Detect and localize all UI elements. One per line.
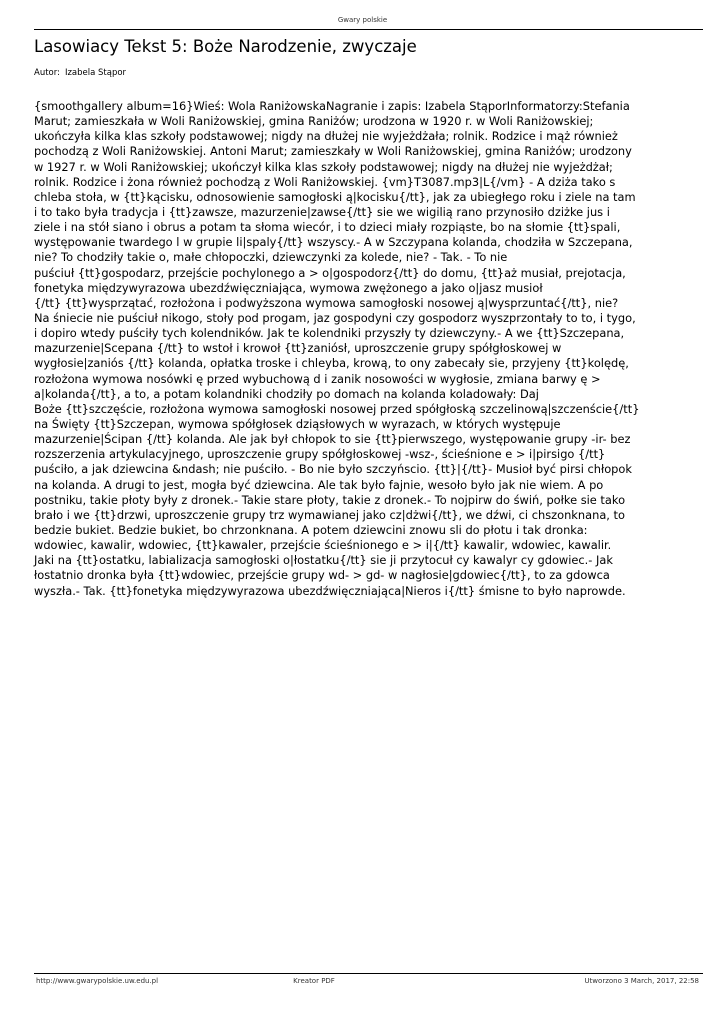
body-text-line: wygłosie|zaniós {/tt} kolanda, opłatka troske i chleyba, krową, to ony zabecały sie, przyjeny {tt}kolędę, bbox=[34, 356, 629, 371]
body-text-line: a|kolanda{/tt}, a to, a potam kolandniki chodziły po domach na kolanda koladowały: Daj bbox=[34, 386, 539, 401]
body-text-line: rozszerzenia artykulacyjnego, uproszczenie grupy spółgłoskowej -wsz-, ścieśnione e > i|pirsigo {/tt} bbox=[34, 447, 606, 462]
body-text-line: rozłożona wymowa nosówki ę przed wybuchową d i zanik nosowości w wygłosie, zmiana barwy ę > bbox=[34, 371, 601, 386]
body-text-line: łostatnio dronka była {tt}wdowiec, przejście grupy wd- > gd- w nagłosie|gdowiec{/tt}, to za gdowca bbox=[34, 568, 610, 583]
body-text-line: Na śniecie nie puściuł nikogo, stoły pod progam, jaz gospodyni czy gospodorz wyszprzontały to to, i tygo, bbox=[34, 310, 636, 325]
body-text-line: nie? To chodziły takie o, małe chłopoczki, dziewczynki za kolede, nie? - Tak. - To nie bbox=[34, 250, 508, 265]
body-text-line: wdowiec, kawalir, wdowiec, {tt}kawaler, przejście ścieśnionego e > i|{/tt} kawalir, wdowiec, kawalir. bbox=[34, 538, 612, 553]
body-text-line: fonetyka międzywyrazowa ubezdźwięczniająca, wymowa zwężonego a jako o|jasz musioł bbox=[34, 280, 543, 295]
header-divider bbox=[34, 29, 703, 30]
body-text-line: mazurzenie|Ścipan {/tt} kolanda. Ale jak był chłopok to sie {tt}pierwszego, występowanie grupy -ir- bez bbox=[34, 432, 631, 447]
body-text-line: mazurzenie|Scepana {/tt} to wstoł i krowoł {tt}zaniósł, uproszczenie grupy spółgłoskowej w bbox=[34, 341, 562, 356]
footer-created-date: Utworzono 3 March, 2017, 22:58 bbox=[584, 977, 699, 985]
body-text-line: puściuł {tt}gospodarz, przejście pochylonego a > o|gospodorz{/tt} do domu, {tt}aż musiał, prejotacja, bbox=[34, 265, 626, 280]
body-text-line: {/tt} {tt}wysprzątać, rozłożona i podwyższona wymowa samogłoski nosowej ą|wysprzuntać{/tt}, nie? bbox=[34, 295, 619, 310]
body-text-line: ziele i na stół siano i obrus a potam ta słoma wiecór, i to dzieci miały rozpiąste, bo na słomie {tt}spali, bbox=[34, 220, 621, 235]
footer-generator: Kreator PDF bbox=[293, 977, 335, 985]
body-text-line: rolnik. Rodzice i żona również pochodzą z Woli Raniżowskiej. {vm}T3087.mp3|L{/vm} - A dziża tako s bbox=[34, 174, 616, 189]
body-text-line: bedzie bukiet. Bedzie bukiet, bo chrzonknana. A potem dziewcini znowu sli do płotu i tak dronka: bbox=[34, 522, 588, 537]
author-name: Izabela Stąpor bbox=[64, 68, 127, 78]
body-text-line: ukończyła kilka klas szkoły podstawowej; nigdy na dłużej nie wyjeżdżała; rolnik. Rodzice i mąż również bbox=[34, 129, 618, 144]
body-text-line: w 1927 r. w Woli Raniżowskiej; ukończył kilka klas szkoły podstawowej; nigdy na dłużej nie wyjeżdżał; bbox=[34, 159, 613, 174]
body-text-line: i to tako była tradycja i {tt}zawsze, mazurzenie|zawse{/tt} sie we wigilią rano przynosiło dziżke jus i bbox=[34, 204, 610, 219]
body-text-line: Jaki na {tt}ostatku, labializacja samogłoski o|łostatku{/tt} sie ji przytocuł cy kawalyr cy gdowiec.- Jak bbox=[34, 553, 613, 568]
author-label: Autor: bbox=[34, 68, 60, 78]
body-text-line: chleba stoła, w {tt}kącisku, odnosowienie samogłoski ą|kocisku{/tt}, jak za ubiegłego roku i ziele na tam bbox=[34, 189, 636, 204]
footer-divider bbox=[34, 973, 703, 974]
author-line bbox=[34, 68, 126, 79]
footer-url-link[interactable]: http://www.gwarypolskie.uw.edu.pl bbox=[36, 977, 159, 985]
page-footer bbox=[34, 977, 703, 987]
body-text-line: i dopiro wtedy puściły tych kolendników. Jak te kolendniki przyszły ty dziewczyny.- A we {tt}Szczepana, bbox=[34, 326, 625, 341]
body-text-line: na Święty {tt}Szczepan, wymowa spółgłosek dziąsłowych w wyrazach, w których występuje bbox=[34, 416, 561, 431]
document-title: Lasowiacy Tekst 5: Boże Narodzenie, zwyczaje bbox=[34, 37, 417, 56]
body-text-line: puściło, a jak dziewcina &ndash; nie puściło. - Bo nie było szczyńscio. {tt}|{/tt}- Musioł być pirsi chłopok bbox=[34, 462, 632, 477]
body-text-line: brało i we {tt}drzwi, uproszczenie grupy trz wymawianej jako cz|dżwi{/tt}, we dźwi, ci chszonknana, to bbox=[34, 507, 625, 522]
body-text-line: wyszła.- Tak. {tt}fonetyka międzywyrazowa ubezdźwięczniająca|Nieros i{/tt} śmisne to było naprowde. bbox=[34, 583, 626, 598]
body-text-line: Marut; zamieszkała w Woli Raniżowskiej, gmina Raniżów; urodzona w 1920 r. w Woli Raniżowskiej; bbox=[34, 114, 594, 129]
document-body bbox=[34, 99, 703, 599]
body-text-line: Boże {tt}szczęście, rozłożona wymowa samogłoski nosowej przed spółgłoską szczelinową|szczenście{/tt} bbox=[34, 401, 640, 416]
site-name-header: Gwary polskie bbox=[337, 16, 388, 24]
body-text-line: postniku, takie płoty były z dronek.- Takie stare płoty, takie z dronek.- To nojpirw do świń, połke sie tako bbox=[34, 492, 626, 507]
body-text-line: pochodzą z Woli Raniżowskiej. Antoni Marut; zamieszkały w Woli Raniżowskiej, gmina Raniżów; urodzony bbox=[34, 144, 632, 159]
body-text-line: występowanie twardego l w grupie li|spaly{/tt} wszyscy.- A w Szczypana kolanda, chodziła w Szczepana, bbox=[34, 235, 633, 250]
body-text-line: na kolanda. A drugi to jest, mogła być dziewcina. Ale tak było fajnie, wesoło było jak nie wiem. A po bbox=[34, 477, 604, 492]
body-text-line: {smoothgallery album=16}Wieś: Wola RaniżowskaNagranie i zapis: Izabela StąporInformatorzy:Stefania bbox=[34, 99, 630, 113]
